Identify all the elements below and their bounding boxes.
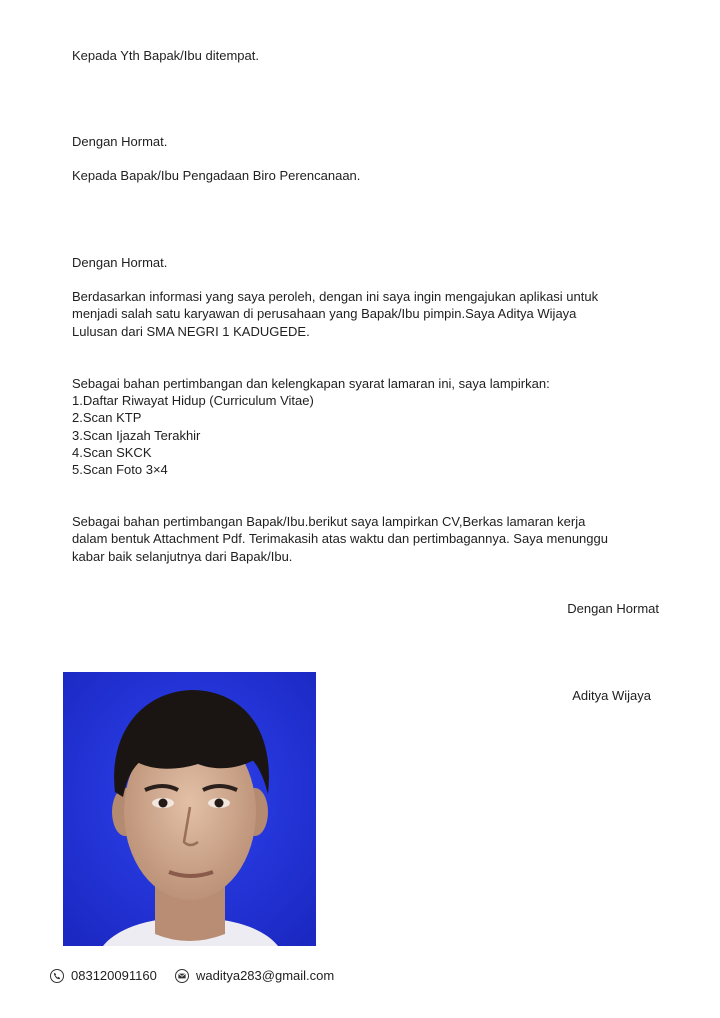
attachment-item: 4.Scan SKCK [72, 444, 152, 460]
intro-line: Berdasarkan informasi yang saya peroleh, dengan ini saya ingin mengajukan aplikasi untuk [72, 289, 599, 304]
greeting-first: Dengan Hormat. [72, 134, 168, 149]
attachment-item: 3.Scan Ijazah Terakhir [72, 427, 201, 443]
signature-name: Aditya Wijaya [572, 688, 651, 703]
portrait-photo [63, 672, 316, 946]
intro-line: Lulusan dari SMA NEGRI 1 KADUGEDE. [72, 323, 310, 339]
contact-phone [50, 968, 157, 983]
closing-paragraph [72, 513, 672, 565]
closing-line: kabar baik selanjutnya dari Bapak/Ibu. [72, 548, 293, 564]
closing-line: Sebagai bahan pertimbangan Bapak/Ibu.berikut saya lampirkan CV,Berkas lamaran kerja [72, 514, 586, 529]
attachments-intro: Sebagai bahan pertimbangan dan kelengkapan syarat lamaran ini, saya lampirkan: [72, 376, 550, 391]
greeting-second: Dengan Hormat. [72, 255, 168, 270]
recipient-line: Kepada Bapak/Ibu Pengadaan Biro Perencanaan. [72, 168, 361, 183]
attachment-item: 1.Daftar Riwayat Hidup (Curriculum Vitae) [72, 393, 314, 409]
contact-email [175, 968, 334, 983]
sign-off: Dengan Hormat [567, 601, 659, 616]
closing-line: dalam bentuk Attachment Pdf. Terimakasih atas waktu dan pertimbagannya. Saya menunggu [72, 531, 608, 547]
attachment-item: 5.Scan Foto 3×4 [72, 462, 168, 478]
attachments-block [72, 375, 550, 478]
intro-paragraph [72, 288, 672, 340]
salutation-line: Kepada Yth Bapak/Ibu ditempat. [72, 48, 259, 63]
phone-icon [50, 969, 64, 983]
attachment-item: 2.Scan KTP [72, 410, 142, 426]
phone-number[interactable]: 083120091160 [71, 968, 157, 983]
mail-icon [175, 969, 189, 983]
email-address[interactable]: waditya283@gmail.com [196, 968, 335, 983]
intro-line: menjadi salah satu karyawan di perusahaan yang Bapak/Ibu pimpin.Saya Aditya Wijaya [72, 306, 577, 322]
